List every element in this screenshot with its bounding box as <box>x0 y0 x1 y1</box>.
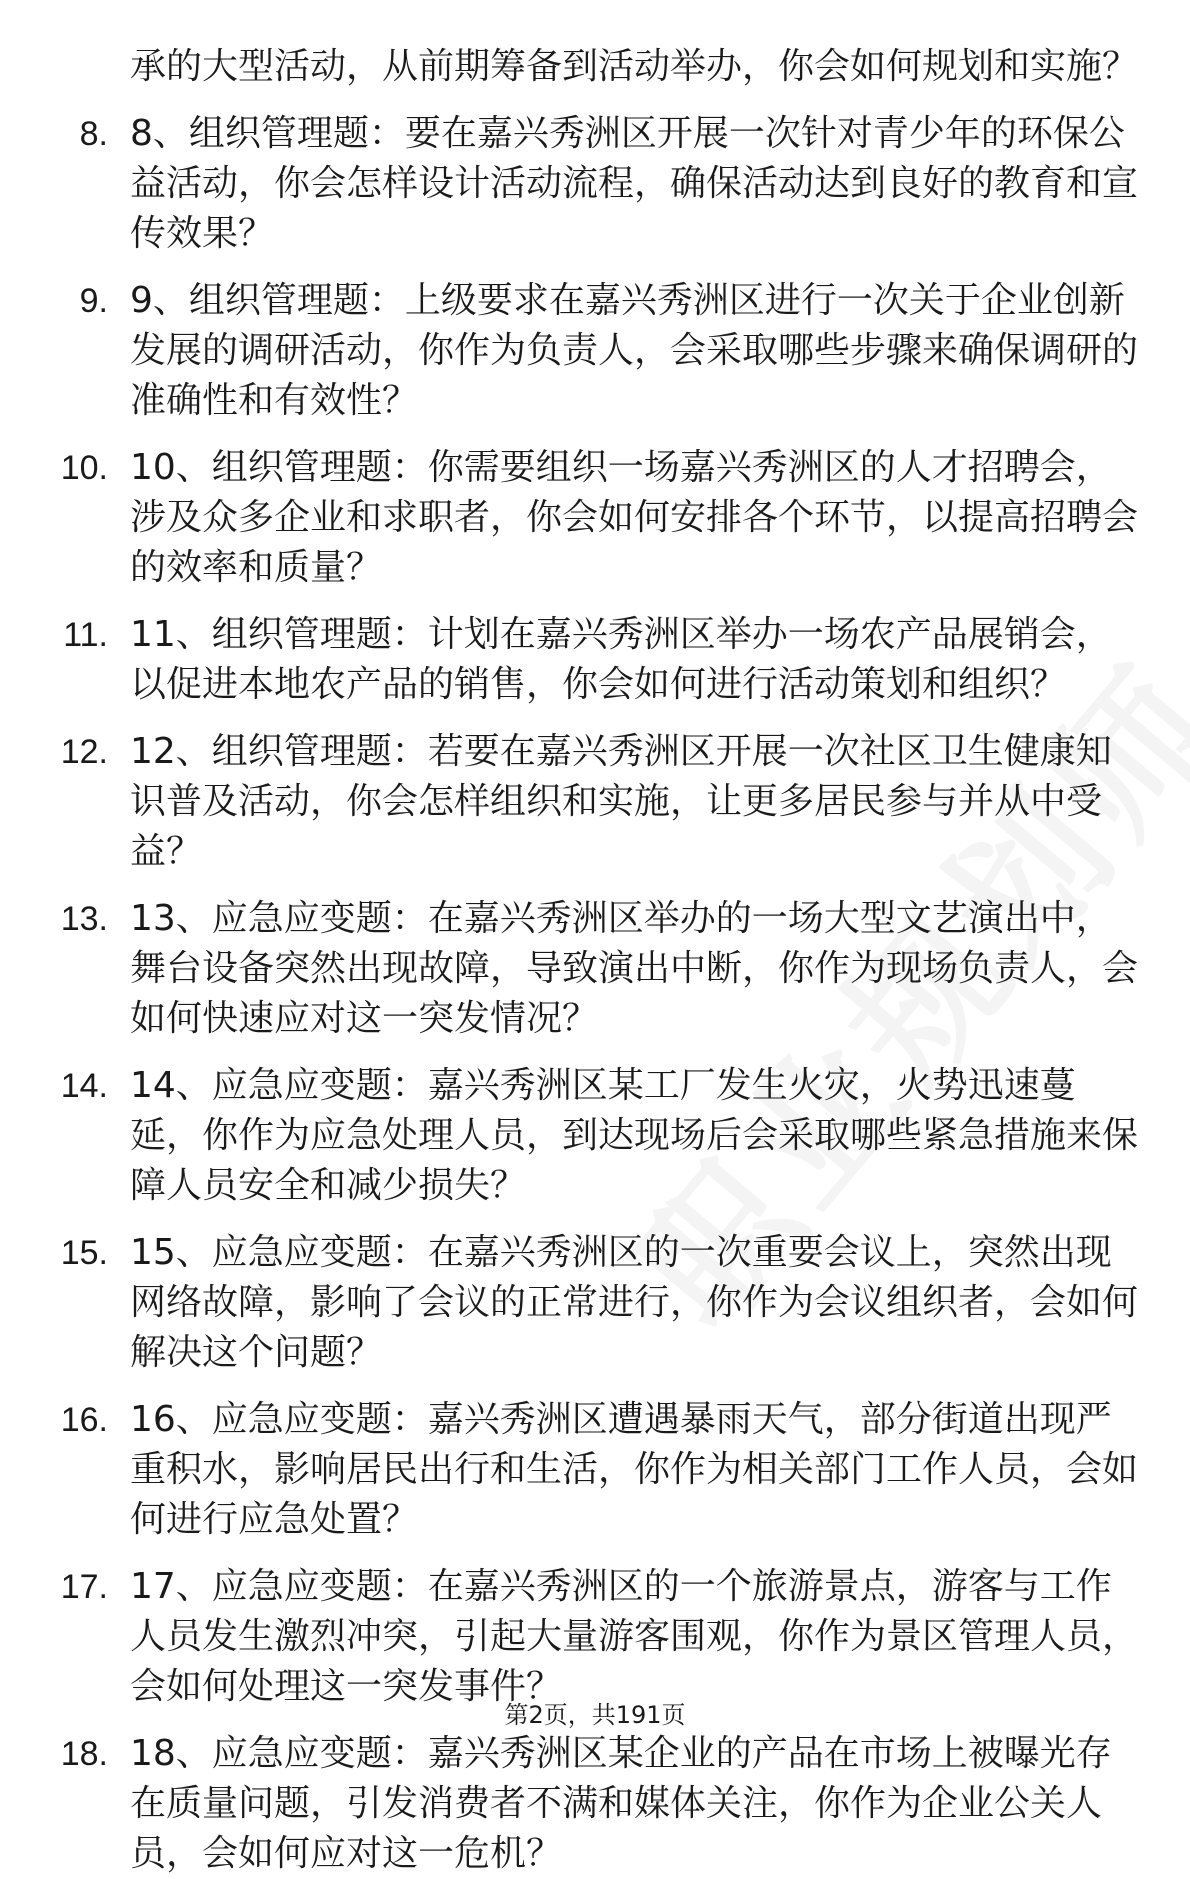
question-number: 16. <box>60 1401 108 1439</box>
question-number: 17. <box>60 1568 108 1606</box>
question-text: 14、应急应变题：嘉兴秀洲区某工厂发生火灾，火势迅速蔓延，你作为应急处理人员，到达现场后会采取哪些紧急措施来保障人员安全和减少损失？ <box>130 1065 1139 1206</box>
question-text: 12、组织管理题：若要在嘉兴秀洲区开展一次社区卫生健康知识普及活动，你会怎样组织和实施，让更多居民参与并从中受益？ <box>130 731 1112 872</box>
question-item <box>0 610 1140 710</box>
question-number: 18. <box>60 1735 108 1773</box>
question-text: 18、应急应变题：嘉兴秀洲区某企业的产品在市场上被曝光存在质量问题，引发消费者不满和媒体关注，你作为企业公关人员，会如何应对这一危机？ <box>130 1733 1112 1874</box>
question-number: 11. <box>63 616 108 654</box>
question-text: 10、组织管理题：你需要组织一场嘉兴秀洲区的人才招聘会，涉及众多企业和求职者，你会如何安排各个环节，以提高招聘会的效率和质量？ <box>130 447 1139 588</box>
question-item <box>0 894 1140 1044</box>
question-text: 17、应急应变题：在嘉兴秀洲区的一个旅游景点，游客与工作人员发生激烈冲突，引起大量游客围观，你作为景区管理人员，会如何处理这一突发事件？ <box>130 1566 1139 1707</box>
question-item <box>0 1729 1140 1879</box>
question-item <box>0 276 1140 426</box>
question-item <box>0 1562 1140 1712</box>
question-content <box>0 42 1190 1879</box>
question-item <box>0 727 1140 877</box>
question-item <box>0 443 1140 593</box>
question-number: 14. <box>60 1067 108 1105</box>
question-text: 8、组织管理题：要在嘉兴秀洲区开展一次针对青少年的环保公益活动，你会怎样设计活动流程，确保活动达到良好的教育和宣传效果？ <box>130 113 1139 254</box>
question-list <box>0 109 1190 1879</box>
question-item <box>0 1061 1140 1211</box>
question-item <box>0 109 1140 259</box>
question-text: 15、应急应变题：在嘉兴秀洲区的一次重要会议上，突然出现网络故障，影响了会议的正常进行，你作为会议组织者，会如何解决这个问题？ <box>130 1232 1139 1373</box>
question-text: 16、应急应变题：嘉兴秀洲区遭遇暴雨天气，部分街道出现严重积水，影响居民出行和生活，你作为相关部门工作人员，会如何进行应急处置？ <box>130 1399 1139 1540</box>
question-text: 9、组织管理题：上级要求在嘉兴秀洲区进行一次关于企业创新发展的调研活动，你作为负责人，会采取哪些步骤来确保调研的准确性和有效性？ <box>130 280 1139 421</box>
question-text: 11、组织管理题：计划在嘉兴秀洲区举办一场农产品展销会，以促进本地农产品的销售，你会如何进行活动策划和组织？ <box>130 614 1112 705</box>
page-footer: 第2页，共191页 <box>504 1701 686 1729</box>
question-number: 12. <box>60 733 108 771</box>
question-number: 8. <box>79 115 108 153</box>
continued-question-text: 承的大型活动，从前期筹备到活动举办，你会如何规划和实施？ <box>130 46 1139 87</box>
question-number: 9. <box>79 282 108 320</box>
question-item <box>0 1395 1140 1545</box>
question-text: 13、应急应变题：在嘉兴秀洲区举办的一场大型文艺演出中，舞台设备突然出现故障，导致演出中断，你作为现场负责人，会如何快速应对这一突发情况？ <box>130 898 1139 1039</box>
question-number: 15. <box>60 1234 108 1272</box>
question-item <box>0 1228 1140 1378</box>
question-number: 10. <box>60 449 108 487</box>
question-number: 13. <box>60 900 108 938</box>
